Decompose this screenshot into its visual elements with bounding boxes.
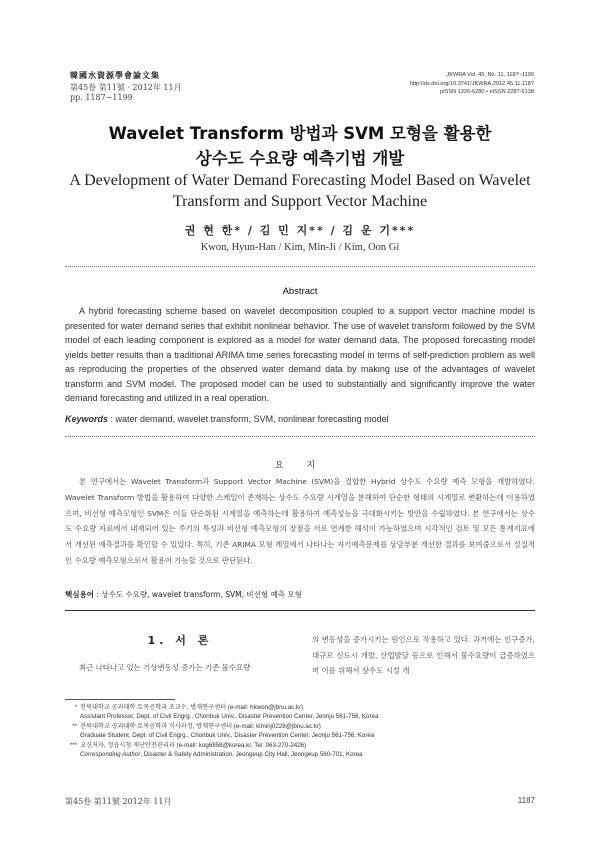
- footnote: [65, 742, 535, 759]
- title-english-line1: A Development of Water Demand Forecasting Model Based on Wavelet: [69, 172, 531, 189]
- section-heading: 1. 서 론: [147, 634, 213, 647]
- footnote-ko[interactable]: 전북대학교 공과대학 토목공학과 석사과정, 방재연구센터 (e-mail: kiminj0228@jbnu.ac.kr): [80, 723, 321, 730]
- summary-keywords-label: 핵심용어: [65, 590, 94, 599]
- footnote-mark: *: [74, 704, 77, 711]
- abstract-heading: Abstract: [282, 286, 318, 297]
- title-english-line2: Transform and Support Vector Machine: [172, 193, 428, 210]
- footer-issue: 第45卷 第11號 2012年 11月: [65, 797, 172, 806]
- summary-text: 본 연구에서는 Wavelet Transform과 Support Vector Machine (SVM)을 결합한 Hybrid 상수도 수요량 예측 모형을 개발하였다. Wavelet Transform 방법을 활용하여 다양한 스케일이 존재하는 상수도 수요량 시계열을 분해하여 단순한 형태의 시계열로 변환하는데 이용하였으며, 비선형 예측모형인 SVM은 이들 단순화된 시계열을 예측하는데 활용하여 예측성능을 극대화시키는 방안을 수립하였다. 본 연구에서는 상수도 수요량 자료에서 내재되어 있는 주기의 특성과 비선형 예측모형의 장점을 서로 연계한 해석이 가능하였으며 시각적인 검토 및 모든 통계지표에서 개선된 예측결과를 확인할 수 있었다. 특히, 기존 ARIMA 모형 계열에서 나타나는 자기예측문제를 상당부분 개선한 결과를 보여줌으로서 실질적인 수요량 예측모형으로서 활용이 가능할 것으로 판단된다.: [65, 477, 535, 565]
- footnote-rule: [65, 699, 175, 700]
- summary-keywords-list: : 상수도 수요량, wavelet transform, SVM, 비선형 예측 모형: [96, 590, 302, 599]
- keywords-list: : water demand, wavelet transform, SVM, nonlinear forecasting model: [110, 414, 389, 424]
- footnote-en-italic: Corresponding Author: [80, 750, 141, 758]
- page-number: 1187: [517, 796, 535, 805]
- abstract-keywords: [65, 414, 535, 424]
- divider: [65, 436, 535, 437]
- footnote-en: Assistant Professor, Dept. of Civil Engrg., Chonbuk Univ., Disaster Prevention Center, Jeonju 561-756, Korea: [80, 712, 379, 720]
- authors-korean: 권 현 한* / 김 민 지** / 김 운 기***: [184, 224, 416, 237]
- footnote-ko[interactable]: 전북대학교 공과대학 토목공학과 조교수, 방재연구센터 (e-mail: hkwon@jbnu.ac.kr): [80, 704, 304, 711]
- authors-english: Kwon, Hyun-Han / Kim, Min-Ji / Kim, Oon Gi: [200, 242, 400, 253]
- footnote-mark: **: [72, 723, 77, 730]
- footnote-en-rest: , Disaster & Safety Administration, Jeongeup City Hall, Jeongeup 580-701, Korea: [140, 750, 363, 758]
- footnote-ko[interactable]: 교신저자, 정읍시청 재난안전관리과 (e-mail: kog6858@korea.kr, Tel: 063-270-2426): [80, 742, 307, 749]
- abstract-text: A hybrid forecasting scheme based on wavelet decomposition coupled to a support vector machine model is presented for water demand series that exhibit nonlinear behavior. The use of wavelet transform followed by the SVM model of each leading component is explored as a model for water demand data. The proposed forecasting model yields better results than a traditional ARIMA time series forecasting model in terms of self-prediction problem as well as reproducing the properties of the observed water demand data by making use of the advantages of wavelet transform and SVM model. The proposed model can be used to substantially and significantly improve the water demand forecasting and utilized in a real operation.: [65, 306, 535, 403]
- meta-issn: pISSN 1226-6280 • eISSN 2287-6138: [439, 89, 534, 95]
- summary-heading: 요 지: [274, 461, 326, 471]
- footnote-mark: ***: [69, 742, 77, 749]
- title-korean-line1: Wavelet Transform 방법과 SVM 모형을 활용한: [108, 124, 492, 143]
- journal-meta: [410, 71, 534, 97]
- meta-citation: JKWRA Vol. 45, No. 11, 1187~1199: [446, 72, 534, 78]
- divider: [65, 266, 535, 267]
- footnote-en: Graduate Student, Dept. of Civil Engrg., Chonbuk Univ., Disaster Prevention Center, Jeonju 561-756, Korea: [80, 731, 375, 739]
- footnote-en: [65, 751, 535, 760]
- keywords-label: Keywords: [65, 414, 109, 424]
- section-text-left: 최근 나타나고 있는 기상변동성 증가는 기존 물수요량: [79, 663, 251, 672]
- meta-doi[interactable]: http://dx.doi.org/10.3741/JKWRA.2012.45.11.1187: [409, 80, 534, 87]
- section-text-right: 의 변동성을 증가시키는 원인으로 작용하고 있다. 과거에는 인구증가, 대규모 신도시 개발, 산업발달 등으로 인해서 물수요량이 급증하였으며 이를 위해서 상수도 시설 개: [312, 635, 535, 675]
- journal-volume: 第45卷 第11號 · 2012年 11月: [70, 83, 182, 92]
- journal-pages: pp. 1187~1199: [70, 93, 133, 102]
- journal-name: 韓國水資源學會論文集: [70, 70, 160, 80]
- divider: [65, 610, 535, 611]
- footnote: [65, 723, 535, 740]
- footnote: [65, 704, 535, 721]
- summary-keywords: [65, 589, 302, 600]
- title-korean-line2: 상수도 수요량 예측기법 개발: [195, 149, 405, 168]
